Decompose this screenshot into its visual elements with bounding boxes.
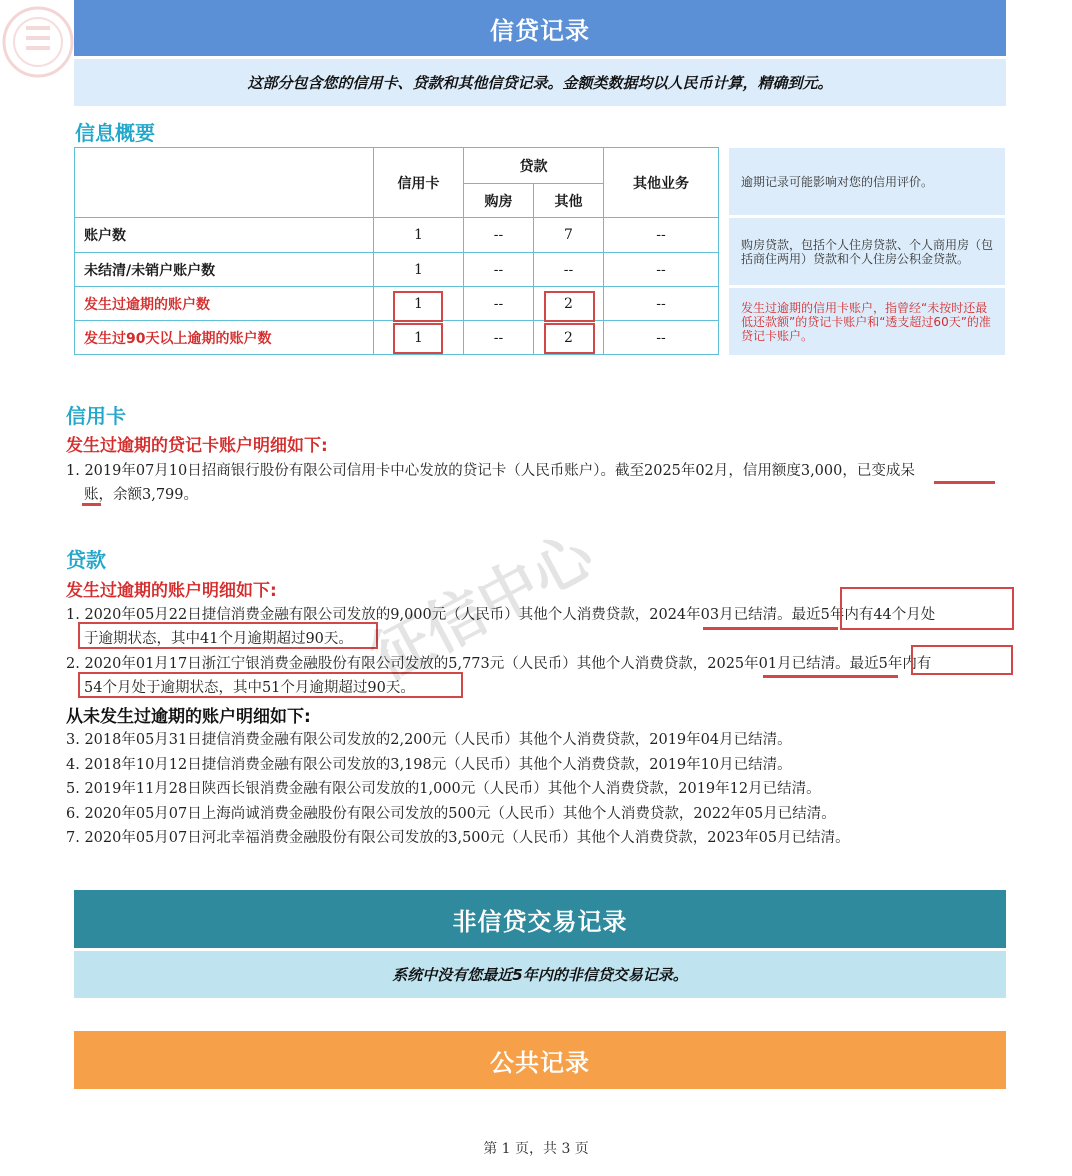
row-label: 发生过90天以上逾期的账户数 bbox=[75, 321, 374, 355]
loan-detail-line: 于逾期状态，其中41个月逾期超过90天。 bbox=[84, 631, 353, 647]
header-credit-card: 信用卡 bbox=[374, 148, 464, 218]
watermark-seal bbox=[0, 0, 80, 110]
cell-biz: -- bbox=[604, 218, 719, 253]
header-other-business: 其他业务 bbox=[604, 148, 719, 218]
highlight-underline bbox=[934, 481, 995, 484]
highlight-box bbox=[393, 291, 443, 322]
credit-section-subtitle: 这部分包含您的信用卡、贷款和其他信贷记录。金额类数据均以人民币计算，精确到元。 bbox=[74, 59, 1006, 106]
cell-cc: 1 bbox=[374, 218, 464, 253]
loan-detail-line: 1. 2020年05月22日捷信消费金融有限公司发放的9,000元（人民币）其他个人消费贷款，2024年03月已结清。最近5年内有44个月处 bbox=[66, 607, 936, 623]
note-overdue-definition: 发生过逾期的信用卡账户，指曾经“未按时还最低还款额”的贷记卡账户和“透支超过60天”的准贷记卡账户。 bbox=[729, 288, 1005, 355]
cell-other: -- bbox=[534, 253, 604, 287]
page-number: 第 1 页，共 3 页 bbox=[483, 1141, 589, 1157]
loans-overdue-heading: 发生过逾期的账户明细如下: bbox=[66, 581, 277, 601]
credit-card-overdue-heading: 发生过逾期的贷记卡账户明细如下: bbox=[66, 436, 328, 456]
header-housing: 购房 bbox=[464, 184, 534, 218]
header-loan: 贷款 bbox=[464, 148, 604, 184]
highlight-underline bbox=[82, 503, 101, 506]
watermark-text: 征信中心 bbox=[359, 520, 605, 695]
highlight-box bbox=[911, 645, 1013, 675]
cell-biz: -- bbox=[604, 253, 719, 287]
header-other: 其他 bbox=[534, 184, 604, 218]
row-label: 账户数 bbox=[75, 218, 374, 253]
cell-other: 7 bbox=[534, 218, 604, 253]
cell-biz: -- bbox=[604, 287, 719, 321]
cell-house: -- bbox=[464, 321, 534, 355]
cell-cc: 1 bbox=[374, 287, 464, 321]
loans-title: 贷款 bbox=[66, 548, 106, 572]
row-label: 未结清/未销户账户数 bbox=[75, 253, 374, 287]
non-credit-section-title: 非信贷交易记录 bbox=[74, 890, 1006, 948]
credit-card-detail-line: 账，余额3,799。 bbox=[84, 487, 199, 503]
cell-cc: 1 bbox=[374, 321, 464, 355]
cell-house: -- bbox=[464, 218, 534, 253]
cell-other: 2 bbox=[534, 287, 604, 321]
note-housing-loan: 购房贷款，包括个人住房贷款、个人商用房（包括商住两用）贷款和个人住房公积金贷款。 bbox=[729, 218, 1005, 285]
highlight-box bbox=[544, 291, 595, 322]
loan-detail-line: 3. 2018年05月31日捷信消费金融有限公司发放的2,200元（人民币）其他个人消费贷款，2019年04月已结清。 bbox=[66, 732, 792, 748]
loan-detail-line: 54个月处于逾期状态，其中51个月逾期超过90天。 bbox=[84, 680, 415, 696]
highlight-box bbox=[840, 587, 1014, 630]
note-overdue-impact: 逾期记录可能影响对您的信用评价。 bbox=[729, 148, 1005, 215]
credit-section-title: 信贷记录 bbox=[74, 0, 1006, 56]
highlight-box bbox=[544, 323, 595, 354]
overview-title: 信息概要 bbox=[75, 121, 155, 145]
table-row bbox=[75, 253, 719, 287]
table-corner bbox=[75, 148, 374, 218]
loan-detail-line: 4. 2018年10月12日捷信消费金融有限公司发放的3,198元（人民币）其他个人消费贷款，2019年10月已结清。 bbox=[66, 757, 792, 773]
loan-detail-line: 7. 2020年05月07日河北幸福消费金融股份有限公司发放的3,500元（人民币）其他个人消费贷款，2023年05月已结清。 bbox=[66, 830, 850, 846]
row-label: 发生过逾期的账户数 bbox=[75, 287, 374, 321]
highlight-underline bbox=[703, 627, 838, 630]
table-row bbox=[75, 218, 719, 253]
loan-detail-line: 2. 2020年01月17日浙江宁银消费金融股份有限公司发放的5,773元（人民币）其他个人消费贷款，2025年01月已结清。最近5年内有 bbox=[66, 656, 932, 672]
cell-house: -- bbox=[464, 287, 534, 321]
highlight-underline bbox=[763, 675, 898, 678]
cell-other: 2 bbox=[534, 321, 604, 355]
public-records-title: 公共记录 bbox=[74, 1031, 1006, 1089]
credit-card-title: 信用卡 bbox=[66, 404, 126, 428]
cell-house: -- bbox=[464, 253, 534, 287]
loans-never-overdue-heading: 从未发生过逾期的账户明细如下: bbox=[66, 707, 311, 727]
cell-cc: 1 bbox=[374, 253, 464, 287]
credit-card-detail-line: 1. 2019年07月10日招商银行股份有限公司信用卡中心发放的贷记卡（人民币账户）。截至2025年02月，信用额度3,000，已变成呆 bbox=[66, 463, 915, 479]
highlight-box bbox=[393, 323, 443, 354]
cell-biz: -- bbox=[604, 321, 719, 355]
loan-detail-line: 6. 2020年05月07日上海尚诚消费金融股份有限公司发放的500元（人民币）其他个人消费贷款，2022年05月已结清。 bbox=[66, 806, 836, 822]
highlight-box bbox=[78, 622, 378, 649]
non-credit-section-subtitle: 系统中没有您最近5年内的非信贷交易记录。 bbox=[74, 951, 1006, 998]
loan-detail-line: 5. 2019年11月28日陕西长银消费金融有限公司发放的1,000元（人民币）其他个人消费贷款，2019年12月已结清。 bbox=[66, 781, 821, 797]
